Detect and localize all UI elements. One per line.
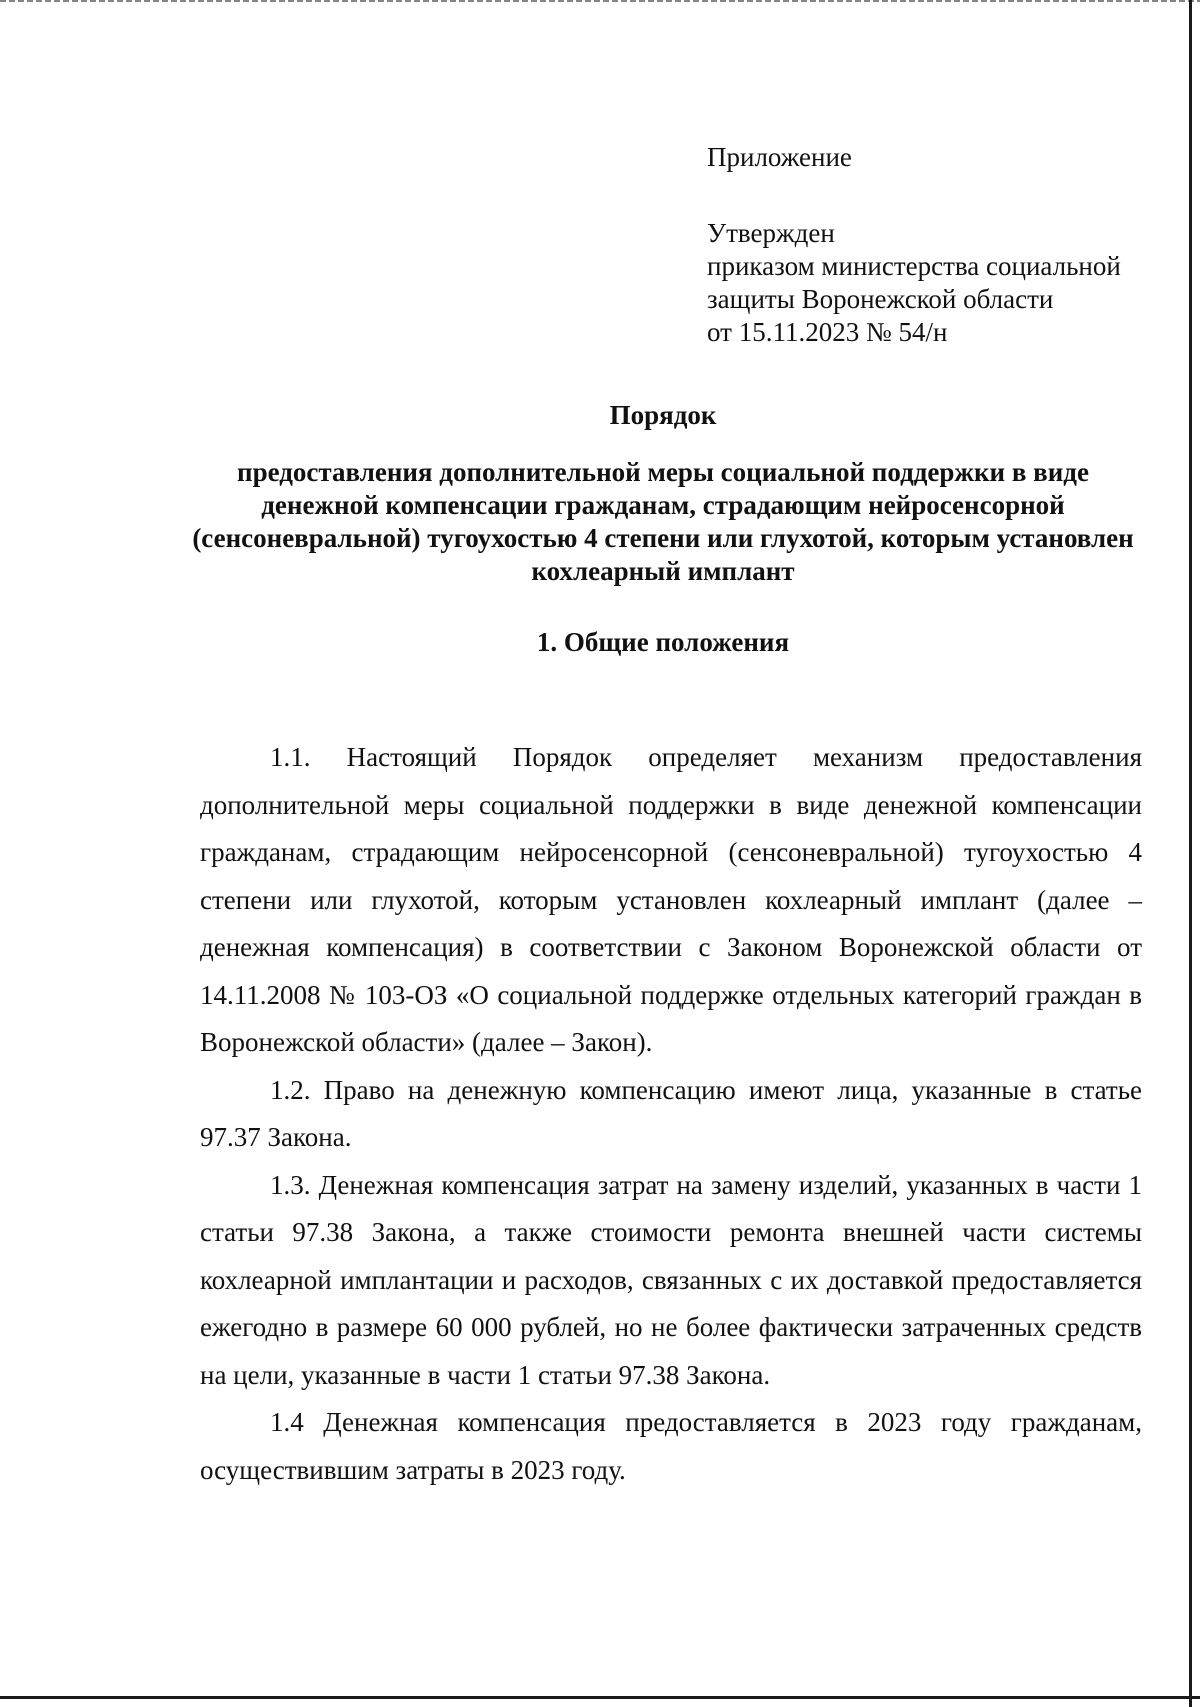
document-subtitle: предоставления дополнительной меры социальной поддержки в виде денежной компенсации гражданам, страдающим нейросенсорной (сенсоневральной) тугоухостью 4 степени или глухотой, которым установлен кохлеарный имплант [192,457,1134,586]
scan-edge-top [0,0,1200,2]
paragraph-1-4: 1.4 Денежная компенсация предоставляется в 2023 году гражданам, осуществившим затраты в 2023 году. [200,1407,1142,1485]
paragraph-1-1: 1.1. Настоящий Порядок определяет механизм предоставления дополнительной меры социальной поддержки в виде денежной компенсации гражданам, страдающим нейросенсорной (сенсоневральной) тугоухостью 4 степени или глухотой, которым установлен кохлеарный имплант (далее – денежная компенсация) в соответствии с Законом Воронежской области от 14.11.2008 № 103-ОЗ «О социальной поддержке отдельных категорий граждан в Воронежской области» (далее – Закон). [200,742,1142,1057]
title-block [190,399,1136,659]
approved-line-2: приказом министерства социальной [707,251,1121,281]
scan-edge-bottom [0,1696,1200,1699]
section-heading: 1. Общие положения [536,627,790,657]
approved-line-4: от 15.11.2023 № 54/н [707,317,948,347]
paragraph-1-3: 1.3. Денежная компенсация затрат на замену изделий, указанных в части 1 статьи 97.38 Закона, а также стоимости ремонта внешней части системы кохлеарной имплантации и расходов, связанных с их доставкой предоставляется ежегодно в размере 60 000 рублей, но не более фактически затраченных средств на цели, указанные в части 1 статьи 97.38 Закона. [200,1169,1142,1390]
approval-block [707,141,1121,349]
paragraph-1-2: 1.2. Право на денежную компенсацию имеют лица, указанные в статье 97.37 Закона. [200,1074,1142,1152]
approved-line-3: защиты Воронежской области [707,284,1054,314]
approved-line-1: Утвержден [707,218,835,248]
appendix-label: Приложение [707,142,852,172]
document-title: Порядок [609,400,717,430]
scan-edge-right [1189,0,1192,1707]
body-text [200,734,1142,1494]
